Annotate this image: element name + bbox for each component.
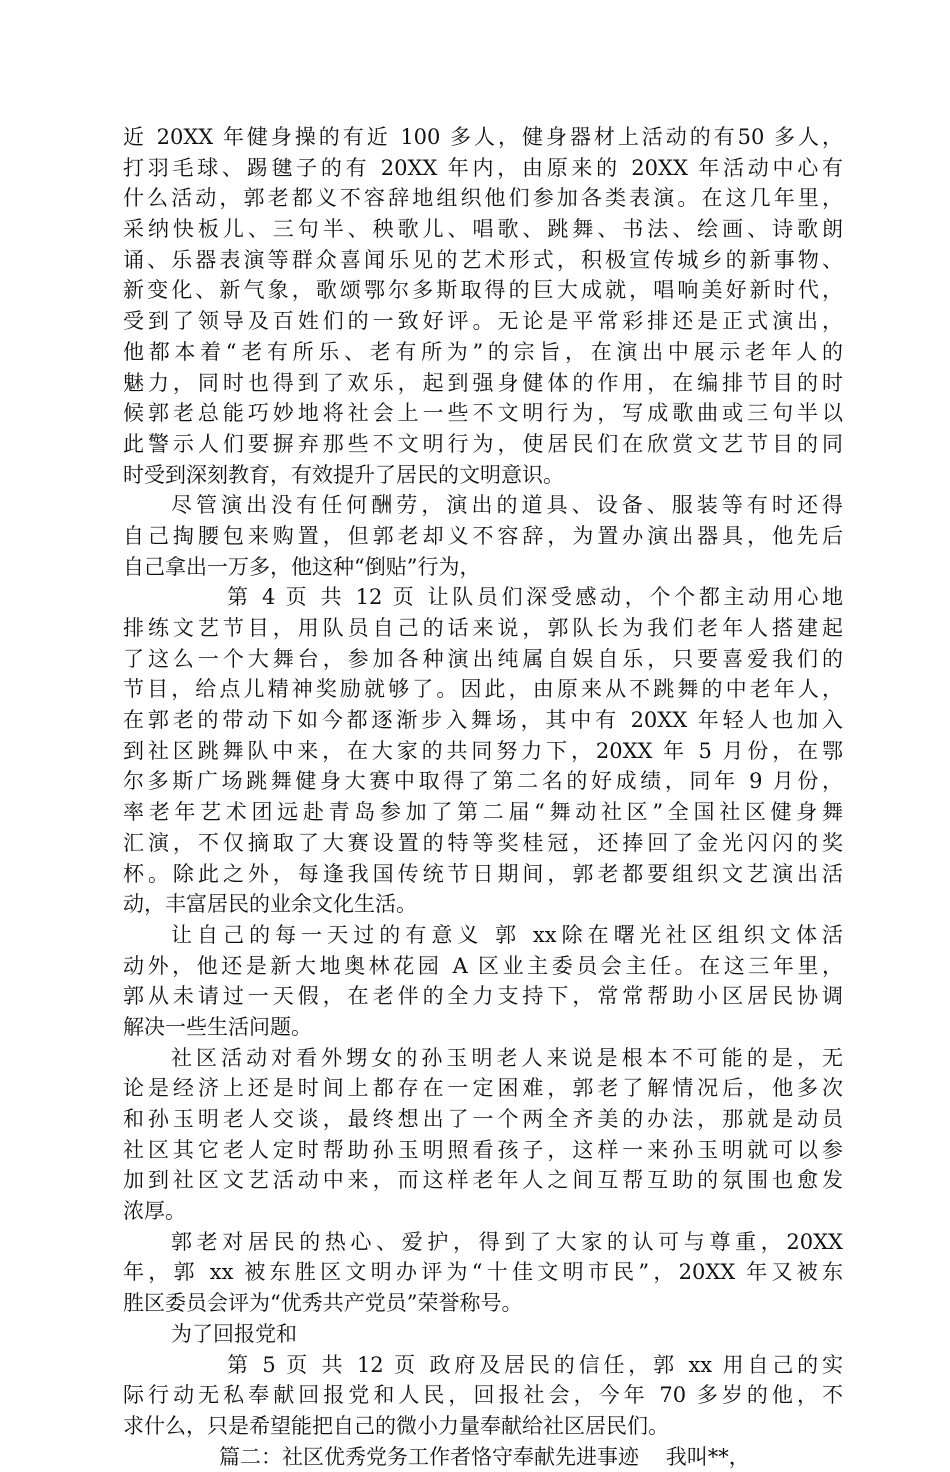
text-line: 论是经济上还是时间上都存在一定困难，郭老了解情况后，他多次 <box>123 1076 843 1101</box>
text-line: 近 20XX 年健身操的有近 100 多人，健身器材上活动的有50 多人， <box>123 125 843 149</box>
text-line: 魅力，同时也得到了欢乐，起到强身健体的作用，在编排节目的时 <box>123 370 843 395</box>
body-text <box>123 122 843 1472</box>
text-line: 动外，他还是新大地奥林花园 A 区业主委员会主任。在这三年里， <box>123 953 843 978</box>
text-line: 浓厚。 <box>123 1199 186 1224</box>
text-line: 自己掏腰包来购置，但郭老却义不容辞，为置办演出器具，他先后 <box>123 523 843 548</box>
text-line: 和孙玉明老人交谈，最终想出了一个两全齐美的办法，那就是动员 <box>123 1107 843 1131</box>
section-heading-line: 篇二：社区优秀党务工作者恪守奉献先进事迹 我叫**， <box>219 1444 750 1469</box>
text-line: 新变化、新气象，歌颂鄂尔多斯取得的巨大成就，唱响美好新时代， <box>123 278 843 303</box>
text-line: 解决一些生活问题。 <box>123 1014 312 1039</box>
text-line: 际行动无私奉献回报党和人民，回报社会，今年 70 多岁的他，不 <box>123 1383 843 1408</box>
text-line: 社区其它老人定时帮助孙玉明照看孩子，这样一来孙玉明就可以参 <box>123 1137 843 1162</box>
text-line: 受到了领导及百姓们的一致好评。无论是平常彩排还是正式演出， <box>123 309 843 334</box>
text-line: 为了回报党和 <box>171 1321 297 1346</box>
text-line: 杯。除此之外，每逢我国传统节日期间，郭老都要组织文艺演出活 <box>123 861 843 886</box>
text-line: 郭从未请过一天假，在老伴的全力支持下，常常帮助小区居民协调 <box>123 984 843 1009</box>
page-footer-line: 第 5 页 共 12 页 政府及居民的信任，郭 xx 用自己的实 <box>227 1352 843 1377</box>
text-line: 候郭老总能巧妙地将社会上一些不文明行为，写成歌曲或三句半以 <box>123 401 843 426</box>
text-line: 此警示人们要摒弃那些不文明行为，使居民们在欣赏文艺节目的同 <box>123 431 843 456</box>
text-line: 诵、乐器表演等群众喜闻乐见的艺术形式，积极宣传城乡的新事物、 <box>123 247 843 272</box>
text-line: 年，郭 xx 被东胜区文明办评为“十佳文明市民”，20XX 年又被东 <box>123 1260 843 1285</box>
page-footer-line: 第 4 页 共 12 页 让队员们深受感动，个个都主动用心地 <box>227 585 843 610</box>
text-line: 时受到深刻教育，有效提升了居民的文明意识。 <box>123 462 564 487</box>
text-line: 社区活动对看外甥女的孙玉明老人来说是根本不可能的是，无 <box>171 1045 843 1070</box>
text-line: 动，丰富居民的业余文化生活。 <box>123 892 417 917</box>
text-line: 让自己的每一天过的有意义 郭 xx除在曙光社区组织文体活 <box>171 922 843 947</box>
text-line: 自己拿出一万多，他这种“倒贴”行为， <box>123 554 481 579</box>
text-line: 采纳快板儿、三句半、秧歌儿、唱歌、跳舞、书法、绘画、诗歌朗 <box>123 217 843 242</box>
text-line: 尽管演出没有任何酬劳，演出的道具、设备、服装等有时还得 <box>171 493 843 518</box>
text-line: 排练文艺节目，用队员自己的话来说，郭队长为我们老年人搭建起 <box>123 616 843 640</box>
text-line: 了这么一个大舞台，参加各种演出纯属自娱自乐，只要喜爱我们的 <box>123 646 843 671</box>
text-line: 尔多斯广场跳舞健身大赛中取得了第二名的好成绩，同年 9 月份， <box>123 769 843 794</box>
text-line: 加到社区文艺活动中来，而这样老年人之间互帮互助的氛围也愈发 <box>123 1168 843 1193</box>
text-line: 胜区委员会评为“优秀共产党员”荣誉称号。 <box>123 1291 523 1316</box>
text-line: 郭老对居民的热心、爱护，得到了大家的认可与尊重，20XX <box>171 1229 843 1254</box>
text-line: 汇演，不仅摘取了大赛设置的特等奖桂冠，还捧回了金光闪闪的奖 <box>123 830 843 855</box>
text-line: 到社区跳舞队中来，在大家的共同努力下，20XX 年 5 月份，在鄂 <box>123 738 843 763</box>
text-line: 率老年艺术团远赴青岛参加了第二届“舞动社区”全国社区健身舞 <box>123 800 843 825</box>
text-line: 节目，给点儿精神奖励就够了。因此，由原来从不跳舞的中老年人， <box>123 677 843 702</box>
text-line: 什么活动，郭老都义不容辞地组织他们参加各类表演。在这几年里， <box>123 186 843 211</box>
text-line: 在郭老的带动下如今都逐渐步入舞场，其中有 20XX 年轻人也加入 <box>123 708 843 733</box>
text-line: 他都本着“老有所乐、老有所为”的宗旨，在演出中展示老年人的 <box>123 339 843 364</box>
text-line: 求什么，只是希望能把自己的微小力量奉献给社区居民们。 <box>123 1413 669 1438</box>
text-line: 打羽毛球、踢毽子的有 20XX 年内，由原来的 20XX 年活动中心有 <box>123 155 843 180</box>
